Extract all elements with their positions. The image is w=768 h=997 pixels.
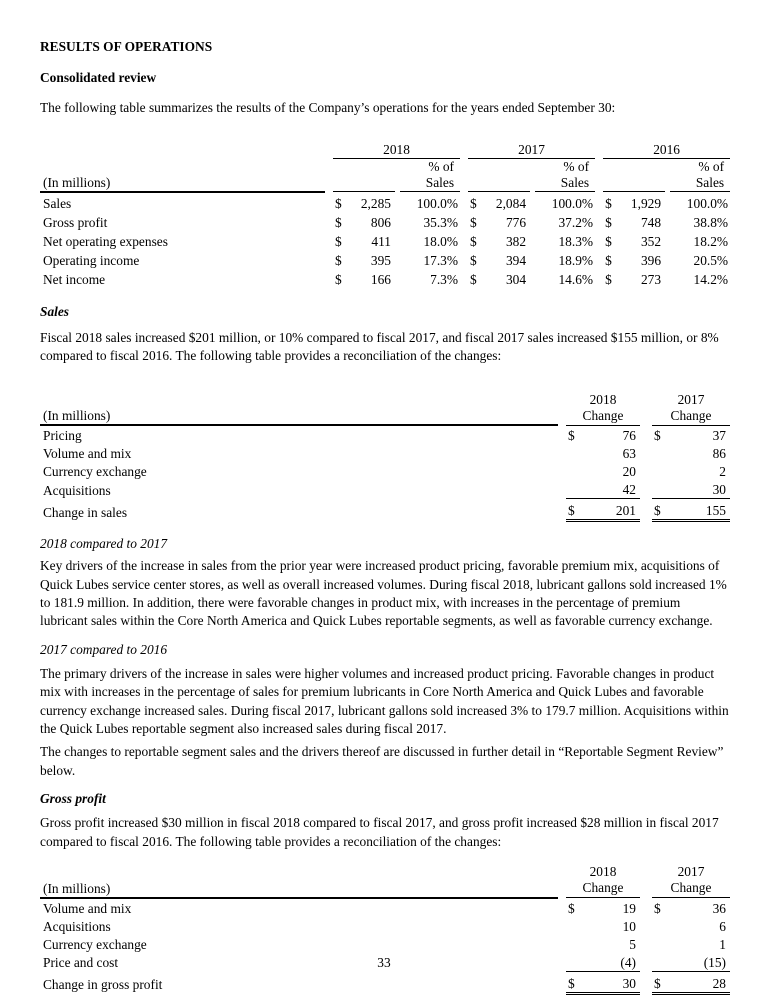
- pct-of-sales-header: % of Sales: [670, 159, 730, 192]
- currency-symbol: $: [605, 195, 612, 211]
- col-spacer: [558, 898, 566, 917]
- table-row: [40, 212, 730, 231]
- amount-value: 36: [712, 900, 726, 916]
- segment-review-note: The changes to reportable segment sales and the drivers thereof are discussed in further detail in “Reportable Segment Review” below.: [40, 744, 724, 778]
- col-spacer: [325, 231, 333, 250]
- row-label: Currency exchange: [43, 936, 147, 952]
- year-header-row: [40, 141, 730, 159]
- year-header: 2016: [603, 141, 730, 159]
- percent-value: 20.5%: [693, 252, 729, 268]
- amount-value: 394: [505, 252, 527, 268]
- row-label: Currency exchange: [43, 464, 147, 480]
- comparison-2017-paragraph: The primary drivers of the increase in sales were higher volumes and increased product pricing. Favorable changes in product mix with increases in the percentage of sales for premium lubricants in Core North America and Quick Lubes and favorable currency exchange increased sales. During fiscal 2017, lubricant gallons sold increased 3% to 179.7 million. Acquisitions within the Quick Lubes reportable segment also increased sales during fiscal 2017.: [40, 665, 729, 737]
- currency-symbol: $: [335, 195, 342, 211]
- amount-value: 6: [719, 918, 726, 934]
- amount-value: 395: [370, 252, 391, 268]
- table-row: [40, 444, 730, 462]
- amount-value: 2,285: [360, 195, 391, 211]
- col-spacer: [460, 269, 468, 288]
- col-spacer: [640, 462, 652, 480]
- col-spacer: [558, 864, 566, 898]
- col-spacer: [595, 212, 603, 231]
- amount-underline: [333, 159, 395, 192]
- col-spacer: [460, 192, 468, 212]
- col-spacer: [325, 192, 333, 212]
- currency-symbol: $: [605, 271, 612, 287]
- percent-value: 14.2%: [693, 271, 729, 287]
- sales-change-table: [40, 392, 730, 523]
- amount-value: 63: [622, 446, 636, 462]
- col-spacer: [640, 917, 652, 935]
- currency-symbol: [652, 462, 668, 480]
- col-spacer: [595, 141, 603, 159]
- percent-value: 18.0%: [423, 233, 459, 249]
- col-spacer: [558, 480, 566, 499]
- col-spacer: [558, 917, 566, 935]
- amount-value: 5: [629, 936, 636, 952]
- amount-value: 155: [668, 499, 730, 521]
- col-spacer: [640, 898, 652, 917]
- currency-symbol: $: [335, 214, 342, 230]
- total-row: [40, 499, 730, 521]
- currency-symbol: $: [605, 233, 612, 249]
- amount-value: 396: [640, 252, 662, 268]
- row-label: Volume and mix: [43, 446, 132, 462]
- subheader-row: [40, 159, 730, 192]
- amount-value: 2: [719, 464, 726, 480]
- col-spacer: [460, 212, 468, 231]
- col-spacer: [558, 425, 566, 444]
- percent-value: 18.3%: [558, 233, 594, 249]
- amount-value: 10: [622, 918, 636, 934]
- percent-value: 17.3%: [423, 252, 459, 268]
- currency-symbol: $: [470, 214, 477, 230]
- amount-value: 30: [712, 482, 726, 498]
- col-spacer: [460, 231, 468, 250]
- col-spacer: [595, 250, 603, 269]
- col-spacer: [640, 935, 652, 953]
- col-spacer: [640, 392, 652, 426]
- row-label: Acquisitions: [43, 918, 111, 934]
- amount-value: 30: [582, 971, 640, 993]
- amount-value: 2,084: [495, 195, 527, 211]
- year-header: 2017: [468, 141, 595, 159]
- col-spacer: [640, 425, 652, 444]
- amount-value: 1: [719, 936, 726, 952]
- percent-value: 38.8%: [693, 214, 729, 230]
- amount-value: 273: [640, 271, 662, 287]
- row-label: Net income: [43, 271, 106, 287]
- currency-symbol: $: [335, 233, 342, 249]
- in-millions-label: (In millions): [40, 159, 325, 192]
- amount-value: 411: [371, 233, 391, 249]
- table-row: [40, 480, 730, 499]
- currency-symbol: $: [652, 499, 668, 521]
- amount-value: (15): [703, 954, 726, 970]
- row-label: Gross profit: [43, 214, 108, 230]
- amount-value: 304: [505, 271, 527, 287]
- col-spacer: [558, 392, 566, 426]
- percent-value: 100.0%: [416, 195, 459, 211]
- table-row: [40, 269, 730, 288]
- col-spacer: [558, 444, 566, 462]
- col-spacer: [325, 212, 333, 231]
- change-label: Change: [670, 407, 712, 423]
- amount-value: 382: [505, 233, 527, 249]
- comparison-2017-heading: 2017 compared to 2016: [40, 641, 168, 657]
- row-label: Price and cost: [43, 955, 119, 971]
- year-label: 2017: [677, 391, 705, 407]
- pct-of-sales-header: % of Sales: [535, 159, 595, 192]
- table-row: [40, 462, 730, 480]
- percent-value: 37.2%: [558, 214, 594, 230]
- percent-value: 14.6%: [558, 271, 594, 287]
- amount-value: 86: [712, 446, 726, 462]
- currency-symbol: $: [470, 195, 477, 211]
- comparison-2018-paragraph: Key drivers of the increase in sales from the prior year were increased product pricing, favorable premium mix, acquisitions of Quick Lubes service center stores, as well as overall increased volumes. During fiscal 2018, lubricant gallons sold increased 1% to 181.9 million. In addition, there were favorable changes in product mix, with increases in the percentage of premium lubricant sales within the Core North America and Quick Lubes reportable segments, as well as favorable currency exchange.: [40, 558, 727, 629]
- year-label: 2018: [589, 391, 617, 407]
- col-spacer: [325, 269, 333, 288]
- currency-symbol: $: [652, 971, 668, 993]
- amount-value: (4): [620, 954, 636, 970]
- col-spacer: [640, 444, 652, 462]
- amount-value: 806: [370, 214, 391, 230]
- col-spacer: [460, 159, 468, 192]
- currency-symbol: [652, 935, 668, 953]
- year-label: 2018: [589, 864, 617, 880]
- col-spacer: [558, 462, 566, 480]
- change-column-header: [652, 392, 730, 426]
- change-label: Change: [582, 407, 624, 423]
- intro-paragraph: The following table summarizes the results of the Company’s operations for the years ended September 30:: [40, 100, 616, 115]
- subsection-title: Consolidated review: [40, 70, 157, 85]
- percent-value: 18.9%: [558, 252, 594, 268]
- currency-symbol: $: [568, 900, 575, 916]
- row-label: Pricing: [43, 428, 82, 444]
- amount-value: 20: [622, 464, 636, 480]
- col-spacer: [460, 141, 468, 159]
- currency-symbol: [566, 462, 582, 480]
- pct-of-sales-header: % of Sales: [400, 159, 460, 192]
- table-row: [40, 192, 730, 212]
- col-spacer: [595, 231, 603, 250]
- col-spacer: [640, 971, 652, 993]
- col-spacer: [558, 935, 566, 953]
- currency-symbol: $: [566, 499, 582, 521]
- currency-symbol: [566, 480, 582, 499]
- col-spacer: [558, 971, 566, 993]
- amount-value: 1,929: [630, 195, 662, 211]
- row-label: Sales: [43, 195, 72, 211]
- year-header: 2018: [333, 141, 460, 159]
- sales-heading: Sales: [40, 303, 70, 319]
- col-spacer: [640, 864, 652, 898]
- currency-symbol: $: [568, 428, 575, 444]
- spacer-cell: [40, 141, 325, 159]
- table-row: [40, 425, 730, 444]
- table-row: [40, 231, 730, 250]
- currency-symbol: $: [470, 252, 477, 268]
- row-label: Net operating expenses: [43, 233, 168, 249]
- gross-profit-change-table: [40, 864, 730, 995]
- currency-symbol: $: [654, 900, 661, 916]
- currency-symbol: $: [335, 271, 342, 287]
- amount-value: 28: [668, 971, 730, 993]
- currency-symbol: $: [654, 428, 661, 444]
- col-spacer: [595, 192, 603, 212]
- row-label: Acquisitions: [43, 482, 111, 498]
- percent-value: 7.3%: [430, 271, 459, 287]
- change-header-row: [40, 392, 730, 426]
- currency-symbol: [652, 917, 668, 935]
- table-row: [40, 250, 730, 269]
- currency-symbol: $: [566, 971, 582, 993]
- col-spacer: [640, 480, 652, 499]
- row-label: Volume and mix: [43, 900, 132, 916]
- amount-value: 166: [370, 271, 391, 287]
- change-label: Change: [670, 880, 712, 896]
- comparison-2018-heading: 2018 compared to 2017: [40, 536, 168, 552]
- col-spacer: [460, 250, 468, 269]
- col-spacer: [595, 159, 603, 192]
- currency-symbol: $: [605, 214, 612, 230]
- currency-symbol: [566, 917, 582, 935]
- col-spacer: [558, 499, 566, 521]
- percent-value: 18.2%: [693, 233, 729, 249]
- row-label: Operating income: [43, 252, 140, 268]
- currency-symbol: [652, 480, 668, 499]
- amount-value: 42: [622, 482, 636, 498]
- amount-underline: [603, 159, 665, 192]
- page-number: 33: [377, 955, 391, 970]
- amount-value: 352: [640, 233, 662, 249]
- currency-symbol: $: [605, 252, 612, 268]
- amount-value: 37: [712, 428, 726, 444]
- gross-profit-paragraph: Gross profit increased $30 million in fiscal 2018 compared to fiscal 2017, and gross profit increased $28 million in fiscal 2017 compared to fiscal 2016. The following table provides a reconciliation of the changes:: [40, 815, 719, 849]
- amount-value: 776: [505, 214, 527, 230]
- total-row: [40, 971, 730, 993]
- currency-symbol: [566, 935, 582, 953]
- col-spacer: [325, 141, 333, 159]
- percent-value: 35.3%: [423, 214, 459, 230]
- currency-symbol: $: [470, 271, 477, 287]
- currency-symbol: [566, 444, 582, 462]
- change-label: Change: [582, 880, 624, 896]
- section-title: RESULTS OF OPERATIONS: [40, 39, 213, 54]
- table-row: [40, 898, 730, 917]
- sales-paragraph: Fiscal 2018 sales increased $201 million, or 10% compared to fiscal 2017, and fiscal 2017 sales increased $155 million, or 8% compared to fiscal 2016. The following table provides a reconciliation of the changes:: [40, 329, 719, 364]
- gross-profit-heading: Gross profit: [40, 791, 106, 807]
- row-label: Change in gross profit: [43, 977, 163, 993]
- col-spacer: [595, 269, 603, 288]
- operations-summary-table: [40, 141, 730, 288]
- change-column-header: [566, 392, 640, 426]
- percent-value: 100.0%: [686, 195, 729, 211]
- change-column-header: [566, 864, 640, 898]
- table-row: [40, 917, 730, 935]
- amount-value: 19: [622, 900, 636, 916]
- amount-value: 76: [622, 428, 636, 444]
- table-row: [40, 935, 730, 953]
- currency-symbol: [652, 444, 668, 462]
- change-column-header: [652, 864, 730, 898]
- amount-value: 748: [640, 214, 662, 230]
- currency-symbol: $: [335, 252, 342, 268]
- change-header-row: [40, 864, 730, 898]
- amount-value: 201: [582, 499, 640, 521]
- amount-underline: [468, 159, 530, 192]
- currency-symbol: $: [470, 233, 477, 249]
- in-millions-label: (In millions): [40, 864, 558, 898]
- row-label: Change in sales: [43, 504, 128, 520]
- col-spacer: [325, 159, 333, 192]
- col-spacer: [640, 499, 652, 521]
- percent-value: 100.0%: [551, 195, 594, 211]
- year-label: 2017: [677, 864, 705, 880]
- col-spacer: [325, 250, 333, 269]
- in-millions-label: (In millions): [40, 392, 558, 426]
